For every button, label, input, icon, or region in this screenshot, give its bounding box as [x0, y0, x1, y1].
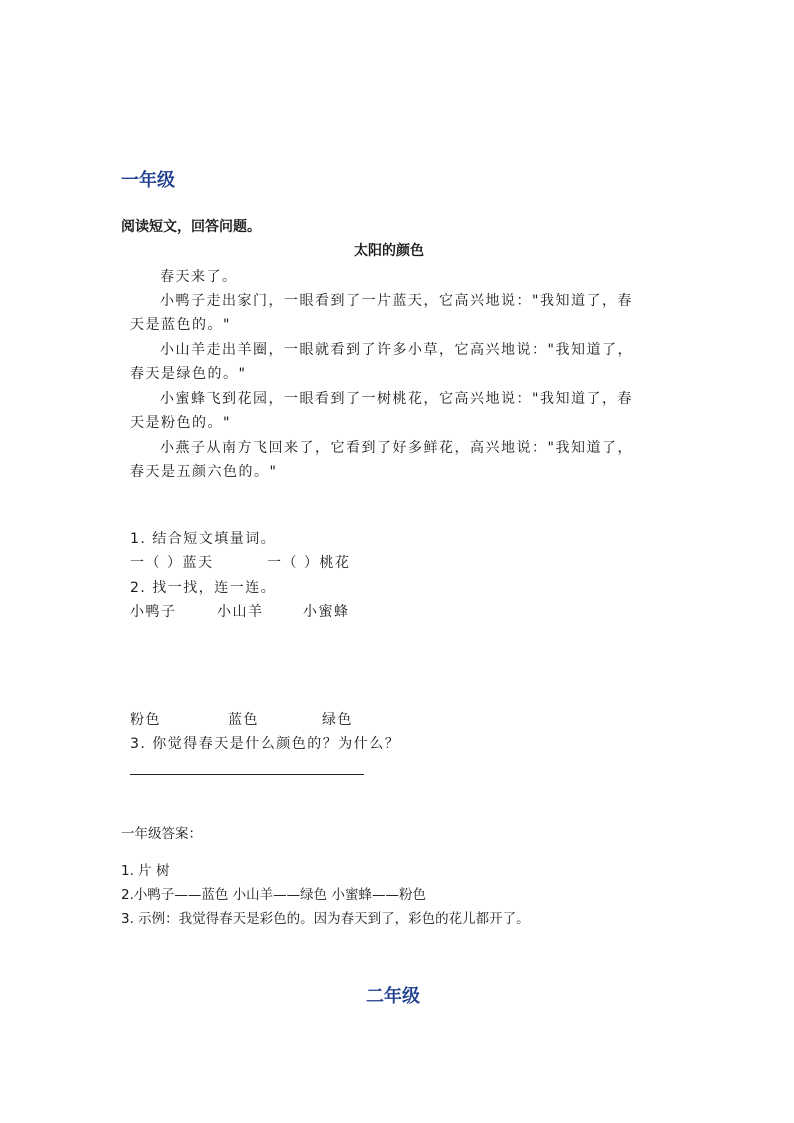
answer-line	[130, 774, 364, 775]
passage-line: 天是粉色的。"	[130, 415, 231, 431]
passage-line: 春天来了。	[160, 269, 238, 285]
passage-line: 春天是五颜六色的。"	[130, 464, 278, 480]
answers-heading: 一年级答案：	[121, 826, 202, 842]
color-label: 粉色	[130, 712, 161, 728]
grade1-heading: 一年级	[121, 170, 175, 191]
passage-title: 太阳的颜色	[354, 243, 424, 259]
passage-line: 春天是绿色的。"	[130, 366, 247, 382]
question-2: 2. 找一找，连一连。	[130, 580, 277, 596]
animal-label: 小山羊	[217, 604, 264, 620]
animal-label: 小鸭子	[130, 604, 177, 620]
question-1: 1. 结合短文填量词。	[130, 531, 277, 547]
passage-line: 天是蓝色的。"	[130, 317, 231, 333]
passage-line: 小山羊走出羊圈，一眼就看到了许多小草，它高兴地说："我知道了，	[160, 342, 633, 358]
color-label: 绿色	[322, 712, 353, 728]
question-3: 3. 你觉得春天是什么颜色的？为什么？	[130, 736, 401, 752]
color-label: 蓝色	[228, 712, 259, 728]
passage-line: 小燕子从南方飞回来了，它看到了好多鲜花，高兴地说："我知道了，	[160, 440, 633, 456]
animal-label: 小蜜蜂	[303, 604, 350, 620]
answer-3: 3. 示例：我觉得春天是彩色的。因为春天到了，彩色的花儿都开了。	[121, 911, 530, 927]
grade2-heading: 二年级	[366, 986, 420, 1007]
question-1-blank-b: 一（ ）桃花	[267, 555, 351, 571]
question-1-blank-a: 一（ ）蓝天	[130, 555, 214, 571]
passage-line: 小鸭子走出家门，一眼看到了一片蓝天，它高兴地说："我知道了，春	[160, 293, 633, 309]
instruction: 阅读短文，回答问题。	[121, 219, 261, 235]
answer-1: 1. 片 树	[121, 863, 170, 879]
passage-line: 小蜜蜂飞到花园，一眼看到了一树桃花，它高兴地说："我知道了，春	[160, 391, 633, 407]
answer-2: 2.小鸭子——蓝色 小山羊——绿色 小蜜蜂——粉色	[121, 887, 426, 903]
